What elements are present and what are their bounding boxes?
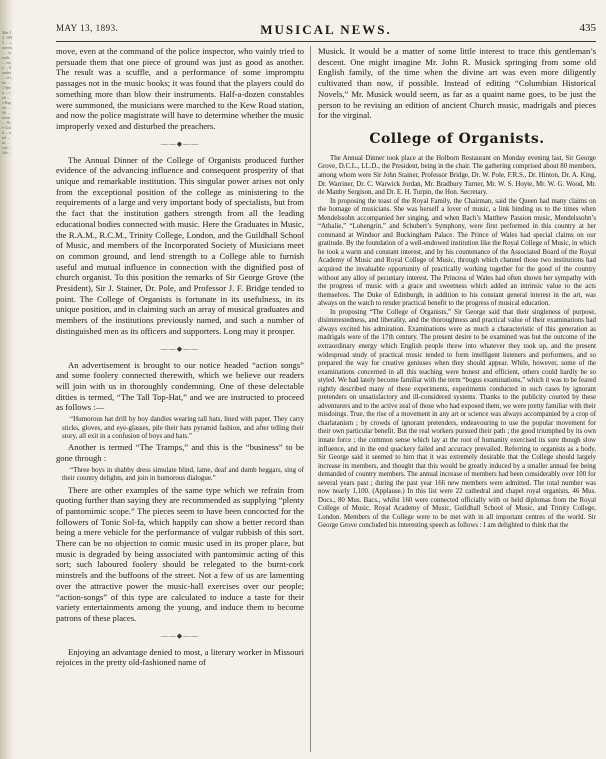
header-page-number: 435 bbox=[579, 22, 596, 34]
section-title-college-of-organists: College of Organists. bbox=[369, 130, 545, 147]
left-paragraph-police: move, even at the command of the police inspector, who vainly tried to persuade them that one piece of ground was just as good as another. The result was a scuffle, and a performance of some impromptu passages not in the music books; it was found that the players could do something more than blow their instruments. Half-a-dozen constables were summoned, the musicians were marched to the Kew Road station, and now the police magistrate will have to determine whether the music improperly vexed and disturbed the preachers. bbox=[56, 46, 304, 131]
separator-ornament: ——◆—— bbox=[160, 344, 200, 353]
separator-ornament: ——◆—— bbox=[160, 631, 200, 640]
quote-tramps: “Three boys in shabby dress simulate blind, lame, deaf and dumb beggars, sing of their country delights, and join in humorous dialogue.” bbox=[62, 465, 304, 483]
left-paragraph-action-songs: An advertisement is brought to our notice headed “action songs” and some foolery connected therewith, which we believe our readers will join with us in thoroughly condemning. One of these delectable ditties is termed, “The Tall Top-Hat,” and we are instructed to proceed as follows :— bbox=[56, 359, 304, 413]
article-paragraph-royal-family: In proposing the toast of the Royal Family, the Chairman, said the Queen had many claims on the homage of musicians. She was herself a lover of music, a link binding us to the times when Mendelssohn accompanied her singing, and when Bach’s Matthew Passion music, Mendelssohn’s “Athalie,” “Lohengrin,” and Schubert’s Symphony, were first performed in this country at her command at Windsor and Buckingham Palace. The Prince of Wales had special claims on our gratitude. By the foundation of a well-endowed institution like the Royal College of Music, in which he took a warm and constant interest, and by his countenance of the Associated Board of the Royal Academy of Music and Royal College of Music, through which channel those two institutions had acquired the invaluable opportunity of practically working together for the good of the country without any alloy of pecuniary interest. The Princess of Wales had often shown her sympathy with the progress of music with a grace and sweetness which added an intrinsic value to the acts themselves. The Duke of Edinburgh, in addition to his constant general interest in the art, was always on the watch to render practical benefit to the progress of musical education. bbox=[318, 197, 596, 308]
binding-fragment-text: Mar 13, 1893. ... conven- ... stands ... very ... Sunder ... of the ... 1 Spen ... rob ... s Rapsiz ... Sit ... ment ... The Gold ... and ... nt. ... sub ... Jub... bbox=[2, 30, 13, 155]
left-paragraph-pantomimic: There are other examples of the same type which we refrain from quoting further than saying they are recommended as supplying “plenty of pantomimic scope.” The pieces seem to have been concocted for the followers of Tonic Sol-fa, which happily can show a better record than being a mere vehicle for the performance of vulgar rubbish of this sort. There can be no objection to comic music used in its proper place, but music is degraded by being associated with pantomimic acting of this sort; such laboured foolery should be relegated to the burnt-cork minstrels and the buffoons of the street. Not a few of us are lamenting over the attractive power the music-hall exercises over our people; “action-songs” of this type are calculated to induce a taste for their variety entertainments among the young, and induce them to become patrons of these places. bbox=[56, 484, 304, 623]
left-column bbox=[56, 46, 304, 752]
separator-ornament: ——◆—— bbox=[160, 139, 200, 148]
right-paragraph-musick: Musick. It would be a matter of some little interest to trace this gentleman’s descent. One might imagine Mr. John R. Musick springing from some old English family, of the time when the divine art was even more diligently cultivated than now, if possible. Instead of editing “Columbian Historical Novels,” Mr. Musick would seem, as far as a quaint name goes, to be just the person to be revising an edition of ancient Church music, madrigals and pieces for the virginal. bbox=[318, 46, 596, 121]
header-rule bbox=[56, 41, 596, 42]
column-divider bbox=[310, 46, 311, 752]
header-title: MUSICAL NEWS. bbox=[260, 22, 392, 37]
quote-tall-top-hat: “Humorous hat drill by boy dandies wearing tall hats, lined with paper. They carry sticks, gloves, and eye-glasses, pile their hats pyramid fashion, and after telling their story, all exit in a confusion of boys and hats.” bbox=[62, 415, 304, 440]
right-column bbox=[318, 46, 596, 752]
newspaper-page bbox=[56, 22, 596, 752]
article-paragraph-dinner: The Annual Dinner took place at the Holborn Restaurant on Monday evening last, Sir George Grove, D.C.L., LL.D., the President, being in the chair. The gathering comprised about 80 members, among whom were Sir John Stainer, Professor Bridge, Dr. W. Pole, F.R.S., Dr. Hinton, Dr. A. King, Dr. Warriner, Dr. C. Warwick Jordan, Mr. Bradbury Turner, Mr. W. S. Hoyte, Mr. W. G. Wood, Mr. de Manby Sergison, and Dr. E. H. Turpin, the Hon. Secretary. bbox=[318, 154, 596, 197]
page-header bbox=[56, 22, 596, 40]
left-paragraph-missouri: Enjoying an advantage denied to most, a literary worker in Missouri rejoices in the pretty old-fashioned name of bbox=[56, 646, 304, 668]
article-paragraph-toast: In proposing “The College of Organists,” Sir George said that their singleness of purpose, disinterestedness, and liberality, and the thoroughness and practical value of their examinations had always excited his admiration. Examinations were as much a characteristic of this generation as madrigals were of the 17th century. The present desire to be examined was but the outcome of the extraordinary energy which English people threw into whatever they took up, and the present widespread study of practical music tended to form intelligent listeners and performers, and so prepared the way for creative geniuses when they should appear. While, however, some of the examinations concerned in all this teaching were honest and efficient, others could hardly be so styled. We had lately become familiar with the term “bogus examinations,” which it was to be feared rightly described many of these experiments, experiments conducted in such cases by ignorant pretenders on unsatisfactory and ill-considered systems. Thanks to the publicity courted by these adventurers and to the active zeal of those who had exposed them, we were pretty familiar with their misdoings. True, the rise of a movement in any art or science was always accompanied by a crop of charlatanism ; by crowds of ignorant pretenders, endeavouring to use the popular movement for their own particular benefit. But the real workers pursued their path ; the good triumphed by its own innate force ; the common sense which lay at the root of humanity exercised its sure though slow influence, and in the end quackery failed and accuracy prevailed. Referring to organists as a body, Sir George said it seemed to him that it was extremely desirable that the College should largely increase its members, and thought that this would be greatly induced by a smaller annual fee being demanded of country members. The annual increase of members had been considerably over 100 for several years past ; during the past year 166 new members were admitted. The total number was now nearly 1,100. (Applause.) In this list were 22 cathedral and chapel royal organists, 46 Mus. Docs., 80 Mus. Bacs., whilst 160 were connected officially with or held diplomas from the Royal College of Music, Royal Academy of Music, Guildhall School of Music, and Trinity College, London. Members of the College were to be met with in all important centres of the world. Sir George Grove concluded his interesting speech as follows : I am delighted to think that the bbox=[318, 308, 596, 530]
left-paragraph-tramps: Another is termed “The Tramps,” and this is the “business” to be gone through : bbox=[56, 442, 304, 464]
page-binding-edge bbox=[0, 0, 14, 759]
left-paragraph-college-dinner: The Annual Dinner of the College of Organists produced further evidence of the advancing influence and consequent prosperity of that unique and remarkable institution. This singular power arises not only from the exceptional position of the college as ministering to the requirements of a large and very important body of specialists, but from the fact that the institution gathers strength from all the leading educational bodies connected with music. Here the Graduates in Music, the R.A.M., R.C.M., Trinity College, London, and the Guildhall School of Music, and members of the Incorporated Society of Musicians meet on common ground, and lend strength to a College able to furnish useful and mutual influence in connection with the dignified post of church organist. To this position the remarks of Sir George Grove (the President), Sir J. Stainer, Dr. Pole, and Professor J. F. Bridge tended to point. The College of Organists is fortunate in its usefulness, in its unique position, and in claiming such an array of musical graduates and members of the institutions previously named, and such a number of distinguished men as its officers and supporters. Long may it prosper. bbox=[56, 154, 304, 336]
header-date: MAY 13, 1893. bbox=[56, 23, 119, 33]
